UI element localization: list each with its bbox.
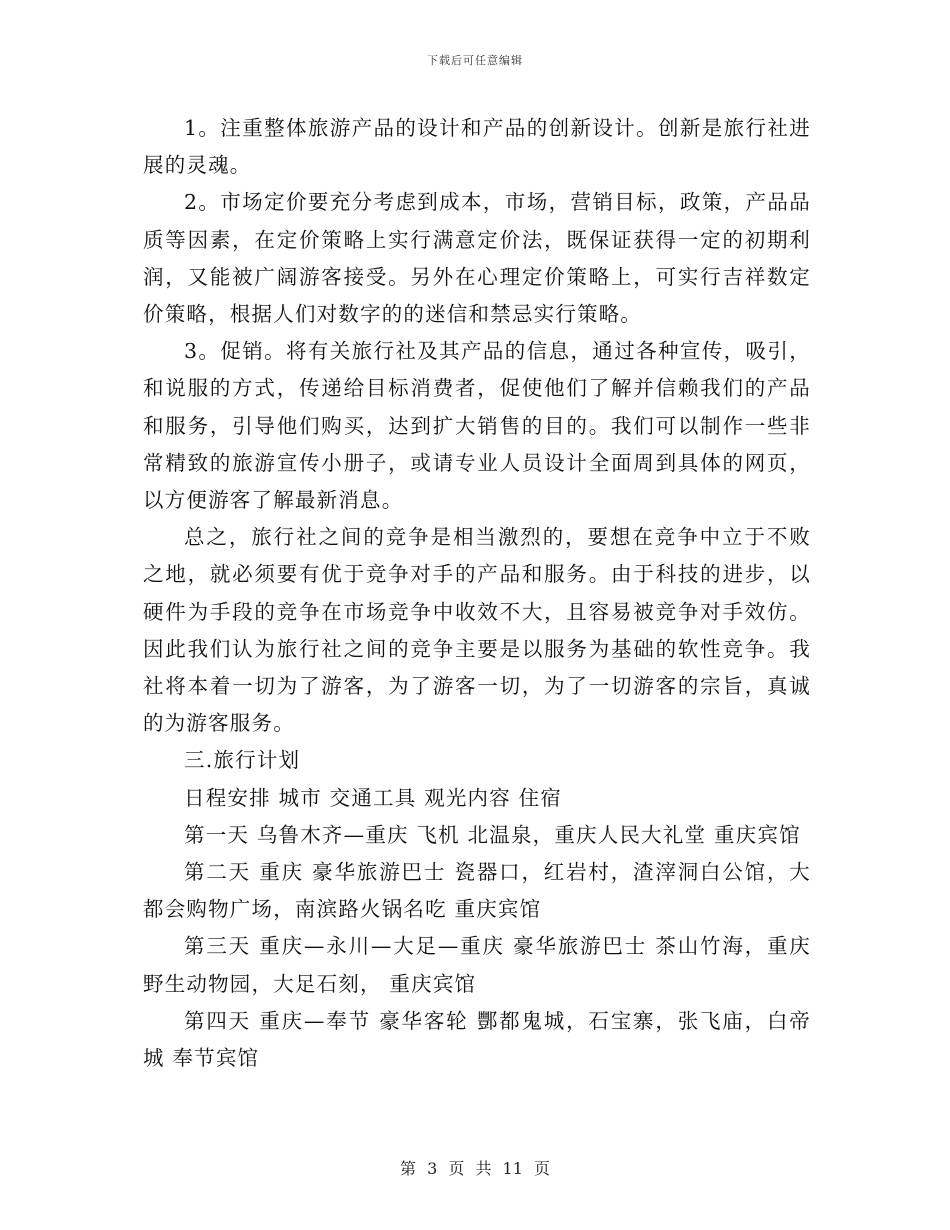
schedule-header-row: 日程安排 城市 交通工具 观光内容 住宿 bbox=[184, 785, 563, 810]
schedule-day-4: 第四天 重庆—奉节 豪华客轮 酆都鬼城，石宝寨，张飞庙，白帝城 奉节宾馆 bbox=[143, 1008, 811, 1071]
page-header: 下载后可任意编辑 bbox=[427, 54, 523, 67]
paragraph-product-design: 1。注重整体旅游产品的设计和产品的创新设计。创新是旅行社进展的灵魂。 bbox=[143, 116, 811, 178]
section-heading-travel-plan: 三.旅行计划 bbox=[184, 748, 301, 773]
schedule-day-2: 第二天 重庆 豪华旅游巴士 瓷器口，红岩村，渣滓洞白公馆，大都会购物广场，南滨路火锅名吃 重庆宾馆 bbox=[143, 860, 811, 922]
schedule-day-3: 第三天 重庆—永川—大足—重庆 豪华旅游巴士 茶山竹海，重庆野生动物园，大足石刻， 重庆宾馆 bbox=[143, 934, 811, 996]
paragraph-promotion: 3。促销。将有关旅行社及其产品的信息，通过各种宣传，吸引，和说服的方式，传递给目标消费者，促使他们了解并信赖我们的产品和服务，引导他们购买，达到扩大销售的目的。我们可以制作一些非常精致的旅游宣传小册子，或请专业人员设计全面周到具体的网页，以方便游客了解最新消息。 bbox=[143, 339, 811, 513]
paragraph-summary: 总之，旅行社之间的竞争是相当激烈的，要想在竞争中立于不败之地，就必须要有优于竞争对手的产品和服务。由于科技的进步，以硬件为手段的竞争在市场竞争中收效不大，且容易被竞争对手效仿。因此我们认为旅行社之间的竞争主要是以服务为基础的软性竞争。我社将本着一切为了游客，为了游客一切，为了一切游客的宗旨，真诚的为游客服务。 bbox=[143, 525, 811, 736]
document-body bbox=[143, 110, 811, 1077]
paragraph-pricing: 2。市场定价要充分考虑到成本，市场，营销目标，政策，产品品质等因素，在定价策略上实行满意定价法，既保证获得一定的初期利润，又能被广阔游客接受。另外在心理定价策略上，可实行吉祥数定价策略，根据人们对数字的的迷信和禁忌实行策略。 bbox=[143, 190, 811, 327]
page-number: 第 3 页 共 11 页 bbox=[400, 1159, 550, 1178]
schedule-day-1: 第一天 乌鲁木齐—重庆 飞机 北温泉，重庆人民大礼堂 重庆宾馆 bbox=[184, 822, 801, 847]
